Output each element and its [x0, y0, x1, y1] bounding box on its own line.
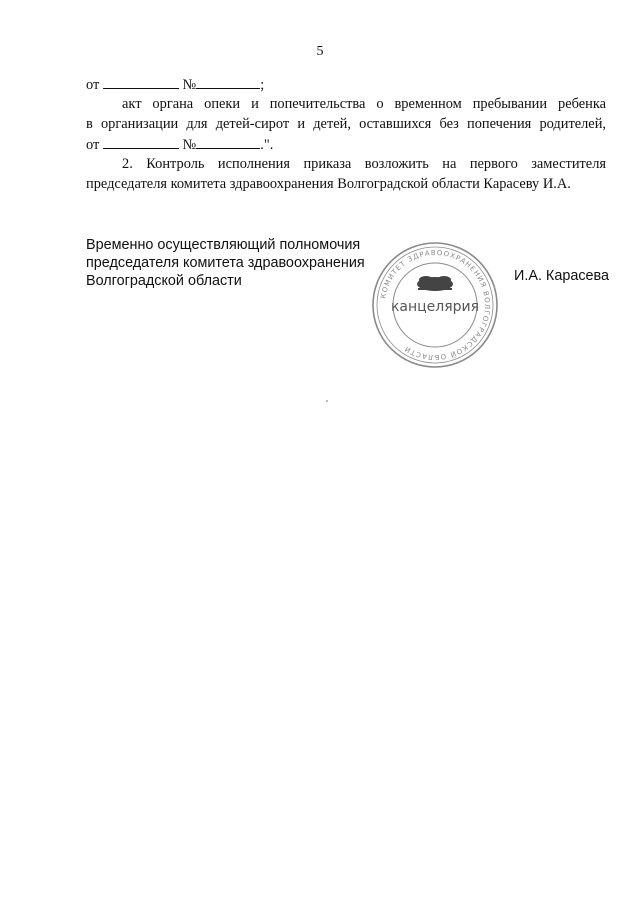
signer-title-line-1: Временно осуществляющий полномочия: [86, 237, 361, 253]
body-line-4: [86, 134, 606, 154]
number-sign: №: [182, 137, 197, 153]
office-seal-stamp: [370, 240, 500, 370]
seal-center-text: канцелярия: [390, 299, 480, 315]
number-blank: [196, 134, 260, 149]
signer-name: И.А. Карасева: [514, 268, 610, 284]
signer-title-line-2: председателя комитета здравоохранения: [86, 255, 365, 271]
emblem-icon: [417, 276, 453, 291]
signer-title-line-3: Волгоградской области: [86, 273, 242, 289]
number-sign: №: [182, 77, 197, 93]
from-label: от: [86, 137, 100, 153]
body-line-2: акт органа опеки и попечительства о временном пребывании ребенка: [122, 96, 606, 112]
body-line-6: председателя комитета здравоохранения Волгоградской области Карасеву И.А.: [86, 176, 571, 192]
signer-title: [86, 236, 365, 290]
line-end: ;: [260, 77, 265, 93]
line-end: .".: [260, 137, 274, 153]
scan-speck: [326, 400, 328, 402]
body-line-1: [86, 74, 606, 94]
body-line-3: в организации для детей-сирот и детей, оставшихся без попечения родителей,: [86, 116, 606, 132]
document-body: [86, 74, 606, 194]
date-blank: [103, 74, 179, 89]
body-line-5: 2. Контроль исполнения приказа возложить на первого заместителя: [122, 156, 606, 172]
page-number: 5: [316, 44, 324, 59]
seal-ring-text: КОМИТЕТ ЗДРАВООХРАНЕНИЯ ВОЛГОГРАДСКОЙ ОБЛАСТИ: [379, 248, 492, 362]
number-blank: [196, 74, 260, 89]
from-label: от: [86, 77, 100, 93]
date-blank: [103, 134, 179, 149]
